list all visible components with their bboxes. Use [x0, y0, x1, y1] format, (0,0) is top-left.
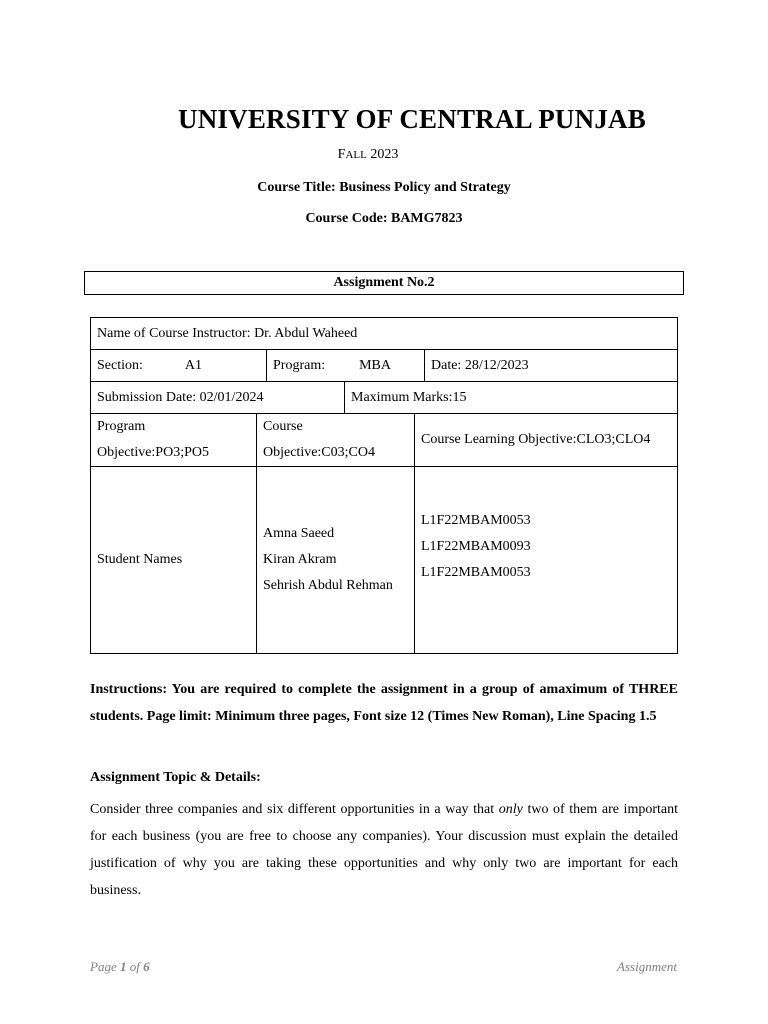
program-objective-line2: Objective:PO3;PO5 [97, 445, 209, 460]
term-initial: F [337, 147, 346, 162]
student-name: Kiran Akram [263, 552, 337, 567]
topic-body-part1: Consider three companies and six different opportunities in a way that [90, 802, 499, 817]
page-of: of [126, 959, 144, 974]
course-code: Course Code: BAMG7823 [305, 211, 463, 226]
footer-label: Assignment [617, 959, 677, 974]
page-prefix: Page [90, 959, 120, 974]
assignment-number-box: Assignment No.2 [84, 271, 684, 295]
program-value: MBA [359, 357, 392, 373]
section-cell [91, 350, 267, 381]
term-year: 2023 [370, 147, 399, 162]
student-name: Amna Saeed [263, 526, 335, 541]
page-number [90, 959, 150, 975]
page-current: 1 [119, 959, 127, 974]
date-cell: Date: 28/12/2023 [431, 357, 529, 373]
student-name: Sehrish Abdul Rehman [263, 578, 393, 593]
instructor-cell: Name of Course Instructor: Dr. Abdul Waheed [91, 318, 678, 350]
student-names-label: Student Names [91, 467, 257, 654]
instructions-paragraph: Instructions: You are required to complete the assignment in a group of amaximum of THREE students. Page limit: Minimum three pages, Font size 12 (Times New Roman), Line Spacing 1.5 [90, 682, 678, 724]
student-ids-cell [415, 467, 678, 654]
page-total: 6 [143, 959, 150, 974]
course-objective-cell [257, 414, 415, 467]
program-objective-line1: Program [97, 419, 146, 434]
assignment-info-table [90, 317, 678, 654]
course-title: Course Title: Business Policy and Strategy [257, 180, 511, 195]
max-marks-cell: Maximum Marks:15 [351, 389, 467, 405]
topic-body-part2: two of them are important for each business (you are free to choose any companies). Your discussion must explain the detailed justification of why you are taking these opportunities and why only two are important for each business. [90, 802, 678, 898]
submission-marks-row [91, 382, 678, 414]
student-names-cell [257, 467, 415, 654]
section-label: Section: [97, 357, 143, 373]
program-objective-cell [91, 414, 257, 467]
section-program-date-row [91, 350, 678, 382]
topic-heading: Assignment Topic & Details: [90, 770, 261, 785]
clo-cell: Course Learning Objective:CLO3;CLO4 [415, 414, 678, 467]
course-objective-line1: Course [263, 419, 303, 434]
term-rest: ALL [345, 149, 367, 161]
topic-body [90, 796, 678, 904]
course-objective-line2: Objective:C03;CO4 [263, 445, 375, 460]
section-value: A1 [184, 357, 203, 373]
topic-body-emphasis: only [498, 802, 523, 817]
student-id: L1F22MBAM0093 [421, 539, 531, 554]
submission-date-cell: Submission Date: 02/01/2024 [91, 382, 345, 413]
program-cell [267, 350, 425, 381]
program-label: Program: [273, 357, 326, 373]
student-id: L1F22MBAM0053 [421, 565, 531, 580]
term-label [0, 147, 752, 163]
student-id: L1F22MBAM0053 [421, 513, 531, 528]
university-title: UNIVERSITY OF CENTRAL PUNJAB [178, 104, 646, 134]
